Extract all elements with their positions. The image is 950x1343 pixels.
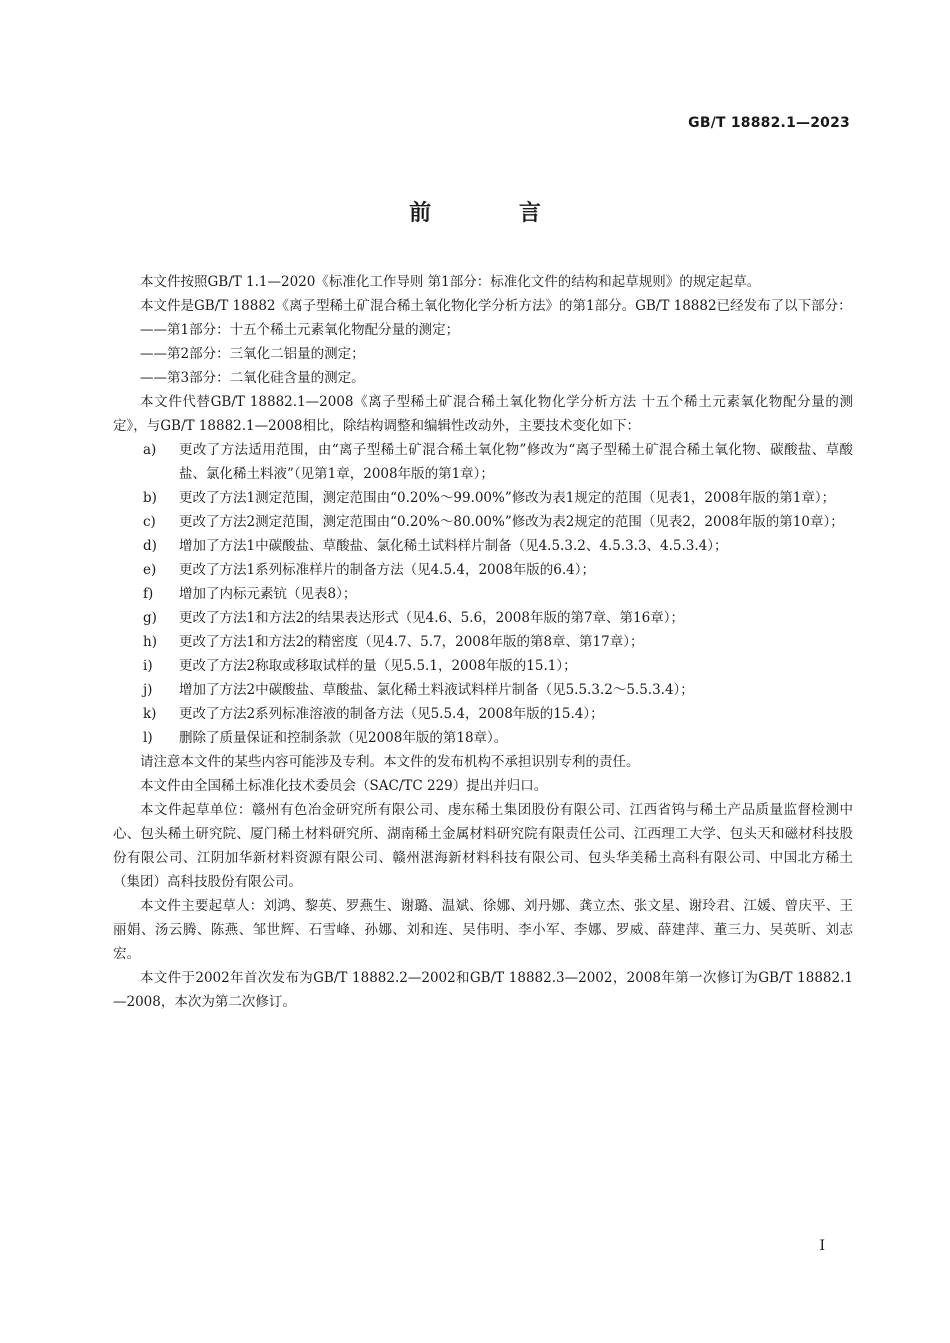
page-title: 前 言 bbox=[409, 201, 581, 226]
list-item-label: l) bbox=[143, 730, 153, 746]
part-item: ——第2部分：三氧化二铝量的测定； bbox=[140, 346, 365, 362]
list-item-text: 更改了方法1测定范围，测定范围由“0.20%～99.00%”修改为表1规定的范围（见表1，2008年版的第1章）； bbox=[179, 490, 836, 506]
list-item-label: e) bbox=[143, 562, 157, 578]
list-item-label: j) bbox=[143, 682, 153, 698]
list-item-text: 更改了方法1和方法2的精密度（见4.7、5.7，2008年版的第8章、第17章）； bbox=[179, 634, 644, 650]
list-item bbox=[113, 510, 853, 534]
page-number: I bbox=[819, 1238, 825, 1254]
paragraph-drafting-units: 本文件起草单位：赣州有色冶金研究所有限公司、虔东稀土集团股份有限公司、江西省钨与稀土产品质量监督检测中心、包头稀土研究院、厦门稀土材料研究所、湖南稀土金属材料研究院有限责任公司、江西理工大学、包头天和磁材科技股份有限公司、江阴加华新材料资源有限公司、赣州湛海新材料科技有限公司、包头华美稀土高科有限公司、中国北方稀土（集团）高科技股份有限公司。 bbox=[113, 802, 853, 890]
list-item-text: 更改了方法2系列标准溶液的制备方法（见5.5.4，2008年版的15.4）； bbox=[179, 706, 604, 722]
paragraph-committee: 本文件由全国稀土标准化技术委员会（SAC/TC 229）提出并归口。 bbox=[140, 778, 548, 794]
list-item-text: 更改了方法2称取或移取试样的量（见5.5.1，2008年版的15.1）； bbox=[179, 658, 577, 674]
document-body bbox=[113, 270, 853, 1014]
list-item bbox=[113, 654, 853, 678]
paragraph-patent-notice: 请注意本文件的某些内容可能涉及专利。本文件的发布机构不承担识别专利的责任。 bbox=[140, 754, 640, 770]
list-item-text: 更改了方法1系列标准样片的制备方法（见4.5.4，2008年版的6.4）； bbox=[179, 562, 596, 578]
list-item-label: d) bbox=[143, 538, 157, 554]
list-item bbox=[113, 726, 853, 750]
part-item: ——第3部分：二氧化硅含量的测定。 bbox=[140, 370, 365, 386]
list-item bbox=[113, 606, 853, 630]
list-item bbox=[113, 678, 853, 702]
list-item-label: g) bbox=[143, 610, 157, 626]
list-item bbox=[113, 702, 853, 726]
list-item-label: a) bbox=[143, 442, 157, 458]
list-item-label: c) bbox=[143, 514, 156, 530]
list-item-label: b) bbox=[143, 490, 157, 506]
list-item bbox=[113, 630, 853, 654]
paragraph-history: 本文件于2002年首次发布为GB/T 18882.2—2002和GB/T 18882.3—2002，2008年第一次修订为GB/T 18882.1—2008，本次为第二次修订。 bbox=[113, 970, 853, 1010]
list-item bbox=[113, 558, 853, 582]
list-item-label: k) bbox=[143, 706, 157, 722]
list-item-text: 更改了方法适用范围，由“离子型稀土矿混合稀土氧化物”修改为“离子型稀土矿混合稀土氧化物、碳酸盐、草酸盐、氯化稀土料液”（见第1章，2008年版的第1章）； bbox=[179, 442, 853, 482]
list-item-label: f) bbox=[143, 586, 154, 602]
list-item-text: 增加了内标元素钪（见表8）； bbox=[179, 586, 357, 602]
list-item-text: 增加了方法2中碳酸盐、草酸盐、氯化稀土料液试料样片制备（见5.5.3.2～5.5.3.4）； bbox=[179, 682, 694, 698]
list-item bbox=[113, 582, 853, 606]
paragraph-replacement: 本文件代替GB/T 18882.1—2008《离子型稀土矿混合稀土氧化物化学分析方法 十五个稀土元素氧化物配分量的测定》，与GB/T 18882.1—2008相比，除结构调整和编辑性改动外，主要技术变化如下： bbox=[113, 394, 853, 434]
part-item: ——第1部分：十五个稀土元素氧化物配分量的测定； bbox=[140, 322, 460, 338]
list-item bbox=[113, 486, 853, 510]
document-code: GB/T 18882.1—2023 bbox=[688, 115, 850, 131]
list-item-label: i) bbox=[143, 658, 153, 674]
list-item-text: 删除了质量保证和控制条款（见2008年版的第18章）。 bbox=[179, 730, 508, 746]
list-item-text: 增加了方法1中碳酸盐、草酸盐、氯化稀土试料样片制备（见4.5.3.2、4.5.3.3、4.5.3.4）； bbox=[179, 538, 728, 554]
paragraph-scope: 本文件按照GB/T 1.1—2020《标准化工作导则 第1部分：标准化文件的结构和起草规则》的规定起草。 bbox=[140, 274, 761, 290]
list-item bbox=[113, 534, 853, 558]
list-item-label: h) bbox=[143, 634, 157, 650]
list-item-text: 更改了方法1和方法2的结果表达形式（见4.6、5.6，2008年版的第7章、第16章）； bbox=[179, 610, 684, 626]
paragraph-parts-intro: 本文件是GB/T 18882《离子型稀土矿混合稀土氧化物化学分析方法》的第1部分。GB/T 18882已经发布了以下部分： bbox=[140, 298, 852, 314]
paragraph-drafters: 本文件主要起草人：刘鸿、黎英、罗燕生、谢璐、温斌、徐娜、刘丹娜、龚立杰、张文星、谢玲君、江媛、曾庆平、王丽娟、汤云腾、陈燕、邹世辉、石雪峰、孙娜、刘和连、吴伟明、李小军、李娜、罗威、薛建萍、董三力、吴英昕、刘志宏。 bbox=[113, 898, 853, 962]
list-item-text: 更改了方法2测定范围，测定范围由“0.20%～80.00%”修改为表2规定的范围（见表2，2008年版的第10章）； bbox=[179, 514, 844, 530]
list-item bbox=[113, 438, 853, 486]
changes-list bbox=[113, 438, 853, 750]
